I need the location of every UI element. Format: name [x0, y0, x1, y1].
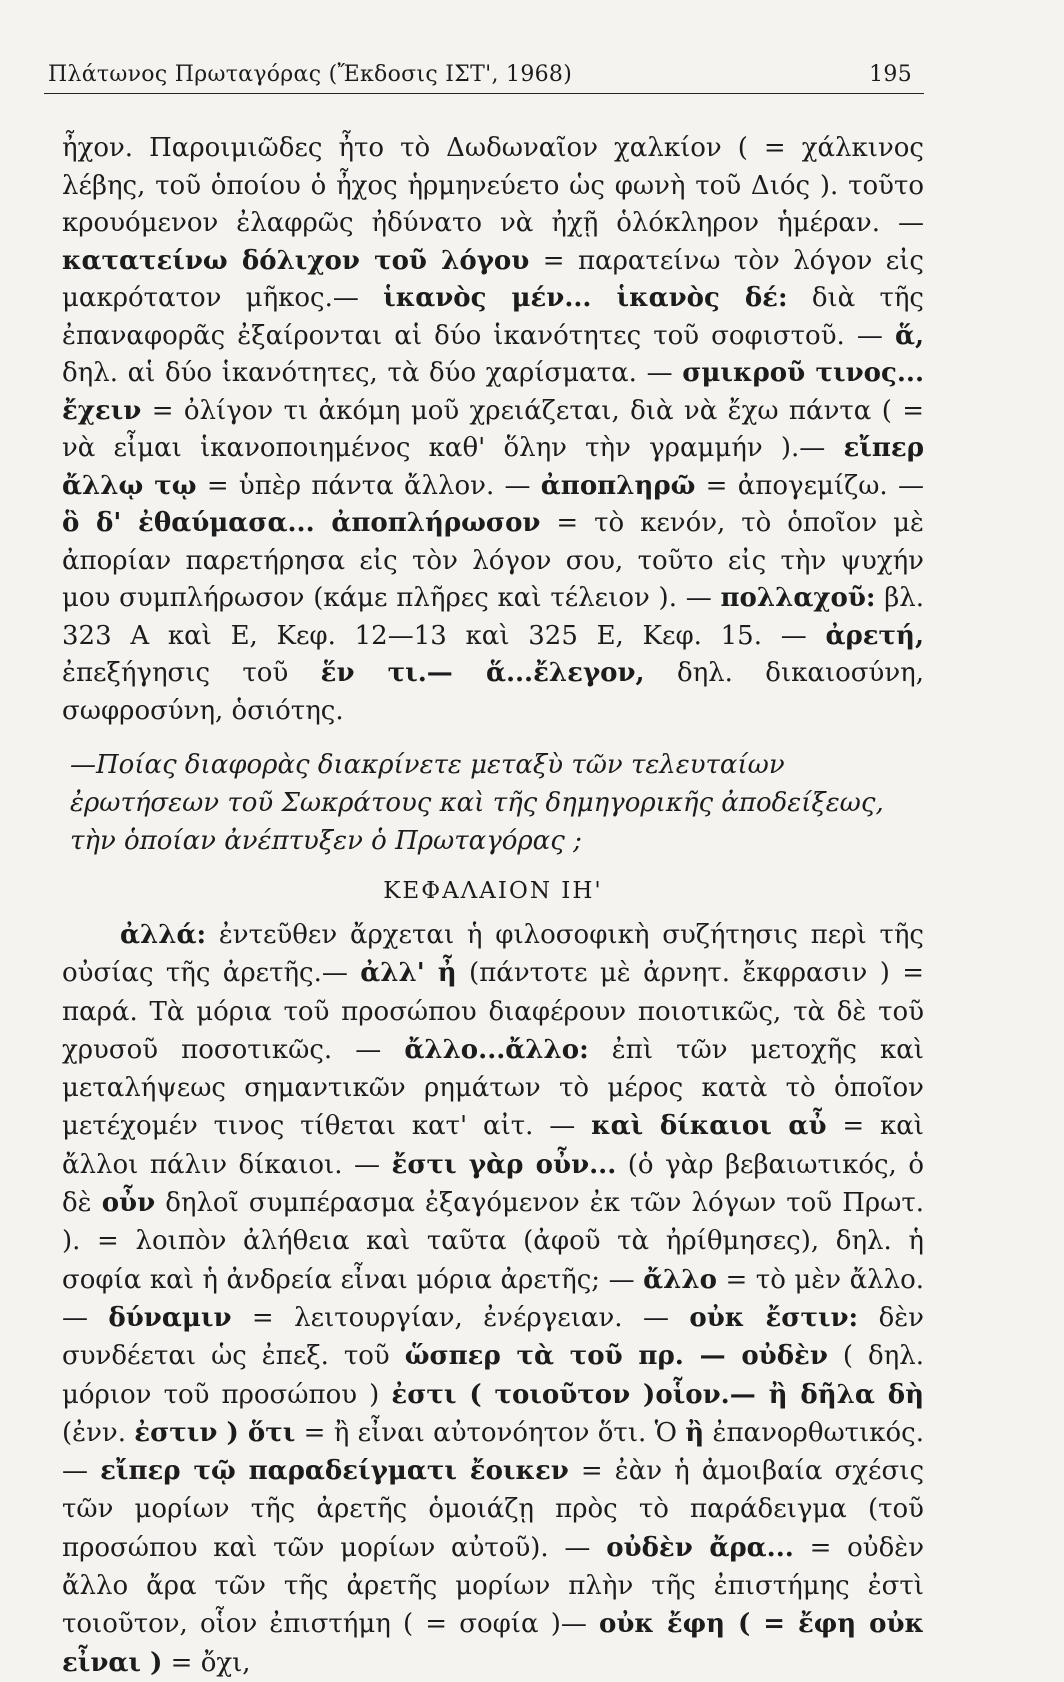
commentary-text: (ἐνν. [62, 1417, 135, 1448]
lemma-term: ἀρετή, [825, 620, 924, 651]
lemma-term: ἐστι ( τοιοῦτον )οἷον.— ἢ δῆλα δὴ [391, 1379, 924, 1410]
commentary-text: = καὶ ἄλλοι πάλιν δίκαιοι. — [62, 1111, 924, 1180]
commentary-text: ἐπανορθωτικός. — [62, 1417, 924, 1487]
commentary-text: ἦχον. Παροιμιῶδες ἦτο τὸ Δωδωναῖον χαλκίον ( = χάλκινος λέβης, τοῦ ὁποίου ὁ ἦχος ἡρμηνεύετο ὡς φωνὴ τοῦ Διός ). τοῦτο κρουόμενον ἐλαφρῶς ἠδύνατο νὰ ἠχῇ ὁλόκληρον ἡμέραν. — [62, 133, 924, 238]
commentary-text: ( δηλ. μόριον τοῦ προσώπου ) [62, 1341, 924, 1410]
lemma-term: οὐκ ἔστιν: [689, 1302, 859, 1333]
commentary-text: δηλ. αἱ δύο ἱκανότητες, τὰ δύο χαρίσματα. — [62, 358, 683, 388]
commentary-text: = παρατείνω τὸν λόγον εἰς μακρότατον μῆκος.— [62, 245, 924, 313]
lemma-term: ἄλλο [643, 1264, 717, 1295]
lemma-term: ἕν τι.— ἅ...ἔλεγον, [320, 658, 645, 688]
commentary-paragraph-2 [62, 916, 924, 1682]
page-number: 195 [869, 62, 912, 87]
commentary-text: = ἐὰν ἡ ἀμοιβαία σχέσις τῶν μορίων τῆς ἀρετῆς ὁμοιάζῃ πρὸς τὸ παράδειγμα (τοῦ προσώπου καὶ τῶν μορίων αὐτοῦ). — [62, 1456, 925, 1563]
commentary-text: = τὸ κενόν, τὸ ὁποῖον μὲ ἀπορίαν παρετήρησα εἰς τὸν λόγον σου, τοῦτο εἰς τὴν ψυχήν μου συμπλήρωσον (κάμε πλῆρες καὶ τέλειον ). — [62, 508, 925, 613]
commentary-text: βλ. 323 Α καὶ Ε, Κεφ. 12—13 καὶ 325 Ε, Κεφ. 15. — [62, 583, 925, 651]
lemma-term: ἱκανὸς μέν... ἱκανὸς δέ: [383, 283, 788, 313]
book-page [44, 48, 924, 1682]
lemma-term: ἀλλ' ἦ [360, 958, 457, 989]
lemma-term: ὃ δ' ἐθαύμασα... ἀποπλήρωσον [62, 508, 541, 538]
lemma-term: οὐκ ἔφη ( = ἔφη οὐκ εἶναι ) [62, 1609, 924, 1678]
lemma-term: εἴπερ τῷ παραδείγματι ἔοικεν [100, 1456, 569, 1487]
commentary-text: δηλ. δικαιοσύνη, σωφροσύνη, ὁσιότης. [62, 658, 924, 726]
lemma-term: ὥσπερ τὰ τοῦ πρ. — οὐδὲν [404, 1341, 828, 1372]
commentary-text: δηλοῖ συμπέρασμα ἐξαγόμενον ἐκ τῶν λόγων τοῦ Πρωτ. ). = λοιπὸν ἀλήθεια καὶ ταῦτα (ἀφοῦ τὰ ἠρίθμησες), δηλ. ἡ σοφία καὶ ἡ ἀνδρεία εἶναι μόρια ἀρετῆς; — [62, 1188, 924, 1295]
commentary-text: = ὀλίγον τι ἀκόμη μοῦ χρειάζεται, διὰ νὰ ἔχω πάντα ( = νὰ εἶμαι ἱκανοποιημένος καθ' ὅλην τὴν γραμμήν ).— [62, 395, 924, 463]
commentary-text: (πάντοτε μὲ ἀρνητ. ἔκφρασιν ) = παρά. Τὰ μόρια τοῦ προσώπου διαφέρουν ποιοτικῶς, τὰ δὲ τοῦ χρυσοῦ ποσοτικῶς. — [62, 958, 924, 1065]
commentary-text: = τὸ μὲν ἄλλο.— [62, 1264, 924, 1333]
commentary-text: = οὐδὲν ἄλλο ἄρα τῶν τῆς ἀρετῆς μορίων πλὴν τῆς ἐπιστήμης ἐστὶ τοιοῦτον, οἷον ἐπιστήμη ( = σοφία )— [62, 1532, 924, 1640]
lemma-term: ἀλλά: [120, 920, 207, 950]
lemma-term: ἢ [685, 1417, 705, 1448]
chapter-heading: ΚΕΦΑΛΑΙΟΝ ΙΗ' [383, 878, 603, 904]
lemma-term: πολλαχοῦ: [720, 583, 876, 613]
study-question: —Ποίας διαφορὰς διακρίνετε μεταξὺ τῶν τελευταίων ἐρωτήσεων τοῦ Σωκράτους καὶ τῆς δημηγορικῆς ἀποδείξεως, τὴν ὁποίαν ἀνέπτυξεν ὁ Πρωταγόρας ; [70, 750, 884, 856]
lemma-term: ἀποπληρῶ [540, 470, 696, 501]
page-body [44, 130, 924, 1682]
lemma-term: ἄλλο...ἄλλο: [404, 1034, 589, 1065]
lemma-term: ἔστι γὰρ οὖν... [391, 1149, 617, 1180]
running-title: Πλάτωνος Πρωταγόρας (Ἔκδοσις ΙΣΤ', 1968) [48, 62, 573, 87]
lemma-term: ἅ, [894, 320, 924, 351]
commentary-text: ἐπὶ τῶν μετοχῆς καὶ μεταλήψεως σημαντικῶν ρημάτων τὸ μέρος κατὰ τὸ ὁποῖον μετέχομέν τινος τίθεται κατ' αἰτ. — [62, 1034, 924, 1142]
commentary-text: = ἀπογεμίζω. — [695, 470, 924, 501]
commentary-text: δὲν συνδέεται ὡς ἐπεξ. τοῦ [62, 1302, 924, 1372]
commentary-text: = ὄχι, [162, 1647, 251, 1678]
lemma-term: οὐδὲν ἄρα... [606, 1532, 794, 1563]
lemma-term: ἐστιν ) ὅτι [134, 1417, 296, 1448]
lemma-term: σμικροῦ τινος... ἔχειν [62, 358, 925, 426]
running-header [44, 48, 924, 94]
commentary-text: = ὑπὲρ πάντα ἄλλον. — [196, 470, 541, 501]
commentary-text: ἐντεῦθεν ἄρχεται ἡ φιλοσοφικὴ συζήτησις περὶ τῆς οὐσίας τῆς ἀρετῆς.— [62, 920, 924, 989]
commentary-text: = λειτουργίαν, ἐνέργειαν. — [231, 1302, 690, 1333]
commentary-text: διὰ τῆς ἐπαναφορᾶς ἐξαίρονται αἱ δύο ἱκανότητες τοῦ σοφιστοῦ. — [62, 283, 924, 351]
commentary-text: ἐπεξήγησις τοῦ [62, 658, 321, 688]
commentary-text: (ὁ γὰρ βεβαιωτικός, ὁ δὲ [62, 1149, 924, 1219]
lemma-term: δύναμιν [108, 1302, 232, 1333]
lemma-term: κατατείνω δόλιχον τοῦ λόγου [62, 245, 530, 276]
lemma-term: οὖν [101, 1188, 156, 1219]
lemma-term: καὶ δίκαιοι αὖ [591, 1111, 827, 1142]
lemma-term: εἴπερ ἄλλῳ τῳ [62, 433, 924, 501]
commentary-text: = ἢ εἶναι αὐτονόητον ὅτι. Ὁ [295, 1417, 686, 1448]
commentary-paragraph-1 [62, 130, 924, 730]
